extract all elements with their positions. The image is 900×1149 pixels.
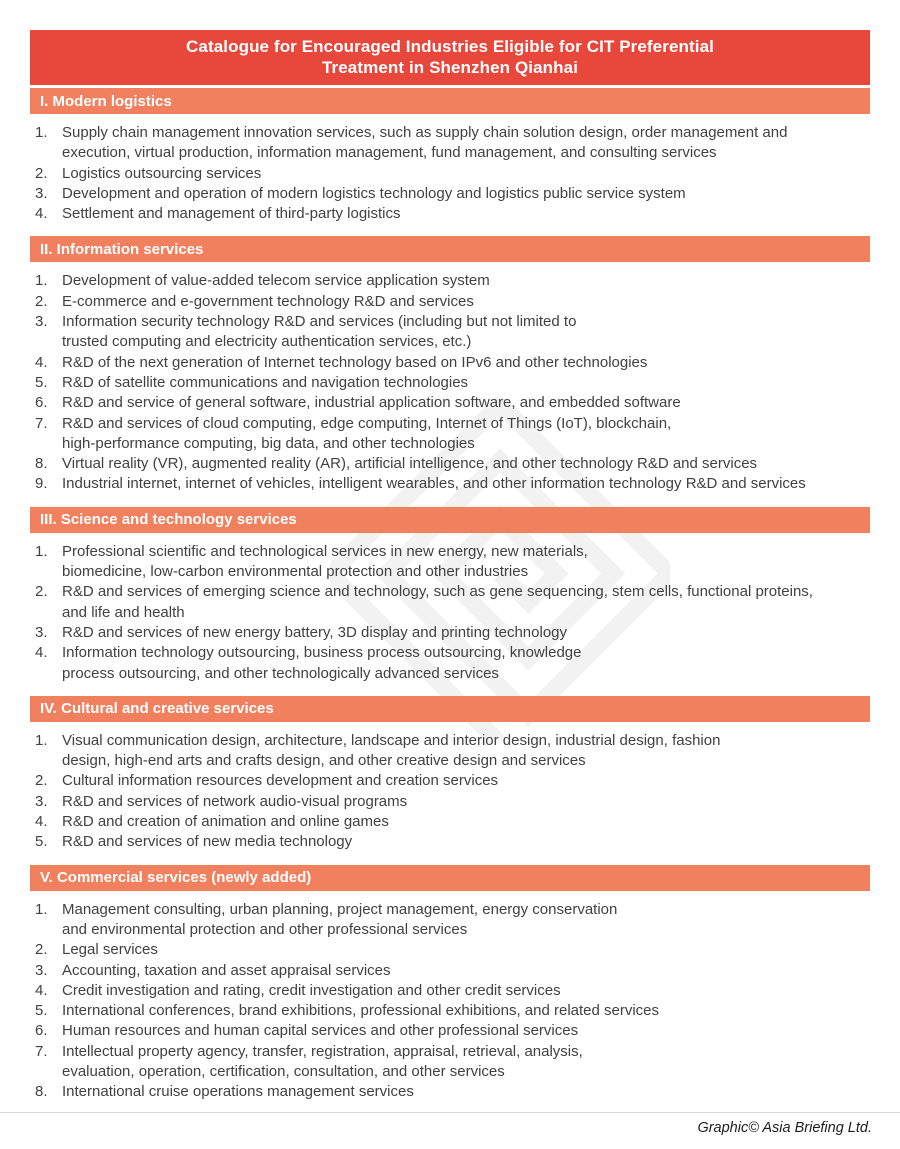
item-text: R&D and services of new media technology: [62, 833, 353, 851]
item-number: 1.: [35, 731, 48, 749]
list-item: [35, 1021, 870, 1041]
item-number: 4.: [35, 353, 48, 371]
catalogue-section-4: [30, 696, 870, 853]
title-banner: [30, 30, 870, 85]
item-number: 6.: [35, 1022, 48, 1040]
list-item: [35, 731, 870, 772]
item-text: R&D and services of network audio-visual programs: [62, 792, 408, 810]
item-text: Settlement and management of third-party logistics: [62, 205, 401, 223]
section-item-list: [30, 722, 870, 853]
list-item: [35, 542, 870, 583]
item-text: R&D of satellite communications and navigation technologies: [62, 373, 469, 391]
section-title: IV. Cultural and creative services: [40, 700, 274, 718]
section-title: V. Commercial services (newly added): [40, 869, 312, 887]
list-item: [35, 832, 870, 852]
item-number: 2.: [35, 941, 48, 959]
list-item: [35, 1001, 870, 1021]
item-number: 5.: [35, 373, 48, 391]
item-text: R&D and services of cloud computing, edge computing, Internet of Things (IoT), blockchain, high-performance computing, big data, and other technologies: [62, 414, 672, 452]
item-text: Cultural information resources development and creation services: [62, 772, 499, 790]
page-title-line2: Treatment in Shenzhen Qianhai: [321, 58, 579, 77]
item-number: 3.: [35, 961, 48, 979]
item-number: 5.: [35, 1002, 48, 1020]
section-header-bar: [30, 507, 870, 533]
item-number: 3.: [35, 623, 48, 641]
section-header-bar: [30, 696, 870, 722]
list-item: [35, 414, 870, 455]
list-item: [35, 643, 870, 684]
list-item: [35, 981, 870, 1001]
list-item: [35, 900, 870, 941]
item-number: 1.: [35, 272, 48, 290]
item-text: Accounting, taxation and asset appraisal services: [62, 961, 391, 979]
item-text: Information technology outsourcing, business process outsourcing, knowledge process outsourcing, and other technologically advanced services: [62, 644, 582, 682]
item-text: R&D and creation of animation and online games: [62, 813, 389, 831]
item-number: 3.: [35, 313, 48, 331]
item-text: Development and operation of modern logistics technology and logistics public service system: [62, 184, 686, 202]
item-number: 4.: [35, 205, 48, 223]
list-item: [35, 373, 870, 393]
item-text: Logistics outsourcing services: [62, 164, 262, 182]
item-text: Supply chain management innovation services, such as supply chain solution design, order management and execution, virtual production, information management, fund management, and consulting services: [62, 124, 788, 162]
list-item: [35, 454, 870, 474]
list-item: [35, 353, 870, 373]
item-number: 7.: [35, 414, 48, 432]
item-number: 2.: [35, 164, 48, 182]
credit-text: Graphic© Asia Briefing Ltd.: [697, 1119, 872, 1136]
list-item: [35, 164, 870, 184]
catalogue-section-1: [30, 88, 870, 224]
item-text: Industrial internet, internet of vehicles, intelligent wearables, and other information technology R&D and services: [62, 475, 806, 493]
item-number: 2.: [35, 292, 48, 310]
item-number: 8.: [35, 455, 48, 473]
item-number: 2.: [35, 583, 48, 601]
section-item-list: [30, 533, 870, 684]
item-number: 3.: [35, 792, 48, 810]
list-item: [35, 940, 870, 960]
item-text: R&D and services of new energy battery, 3D display and printing technology: [62, 623, 567, 641]
list-item: [35, 271, 870, 291]
list-item: [35, 812, 870, 832]
list-item: [35, 1082, 870, 1102]
item-number: 3.: [35, 184, 48, 202]
item-text: Legal services: [62, 941, 158, 959]
section-header-bar: [30, 236, 870, 262]
item-text: Credit investigation and rating, credit investigation and other credit services: [62, 981, 561, 999]
page-title-line1: Catalogue for Encouraged Industries Eligible for CIT Preferential: [186, 37, 714, 56]
item-number: 9.: [35, 475, 48, 493]
list-item: [35, 184, 870, 204]
item-number: 8.: [35, 1083, 48, 1101]
list-item: [35, 123, 870, 164]
item-number: 2.: [35, 772, 48, 790]
item-text: Management consulting, urban planning, project management, energy conservation and environmental protection and other professional services: [62, 900, 618, 938]
item-number: 4.: [35, 644, 48, 662]
item-number: 1.: [35, 124, 48, 141]
section-title: III. Science and technology services: [40, 511, 297, 529]
list-item: [35, 393, 870, 413]
page-footer: [0, 1112, 900, 1136]
list-item: [35, 312, 870, 353]
item-text: International conferences, brand exhibitions, professional exhibitions, and related services: [62, 1002, 660, 1020]
item-text: Human resources and human capital services and other professional services: [62, 1022, 579, 1040]
item-text: Development of value-added telecom service application system: [62, 272, 490, 290]
catalogue-section-5: [30, 865, 870, 1103]
section-header-bar: [30, 88, 870, 114]
section-header-bar: [30, 865, 870, 891]
item-number: 4.: [35, 813, 48, 831]
item-number: 5.: [35, 833, 48, 851]
item-text: Visual communication design, architecture, landscape and interior design, industrial design, fashion design, high-end arts and crafts design, and other creative design and services: [62, 731, 721, 770]
section-item-list: [30, 114, 870, 224]
list-item: [35, 582, 870, 623]
item-number: 1.: [35, 542, 48, 560]
list-item: [35, 623, 870, 643]
item-text: International cruise operations management services: [62, 1083, 414, 1101]
item-text: R&D and services of emerging science and technology, such as gene sequencing, stem cells, functional proteins, and life and health: [62, 583, 813, 621]
sections-container: [30, 88, 870, 1103]
section-item-list: [30, 891, 870, 1103]
section-title: I. Modern logistics: [40, 92, 172, 110]
item-text: Information security technology R&D and services (including but not limited to trusted computing and electricity authentication services, etc.): [62, 313, 577, 351]
list-item: [35, 961, 870, 981]
list-item: [35, 792, 870, 812]
list-item: [35, 1042, 870, 1083]
item-text: R&D and service of general software, industrial application software, and embedded software: [62, 394, 681, 412]
item-number: 6.: [35, 394, 48, 412]
item-text: Virtual reality (VR), augmented reality (AR), artificial intelligence, and other technology R&D and services: [62, 455, 758, 473]
list-item: [35, 771, 870, 791]
list-item: [35, 204, 870, 224]
item-text: R&D of the next generation of Internet technology based on IPv6 and other technologies: [62, 353, 648, 371]
list-item: [35, 474, 870, 494]
catalogue-section-2: [30, 236, 870, 494]
page-title: [30, 36, 870, 78]
item-number: 7.: [35, 1042, 48, 1060]
section-item-list: [30, 262, 870, 494]
item-number: 4.: [35, 981, 48, 999]
catalogue-section-3: [30, 507, 870, 684]
item-text: Professional scientific and technological services in new energy, new materials, biomedicine, low-carbon environmental protection and other industries: [62, 542, 588, 581]
item-text: E-commerce and e-government technology R&D and services: [62, 292, 474, 310]
item-number: 1.: [35, 900, 48, 918]
item-text: Intellectual property agency, transfer, registration, appraisal, retrieval, analysis, evaluation, operation, certification, consultation, and other services: [62, 1042, 583, 1080]
section-title: II. Information services: [40, 240, 204, 258]
list-item: [35, 292, 870, 312]
